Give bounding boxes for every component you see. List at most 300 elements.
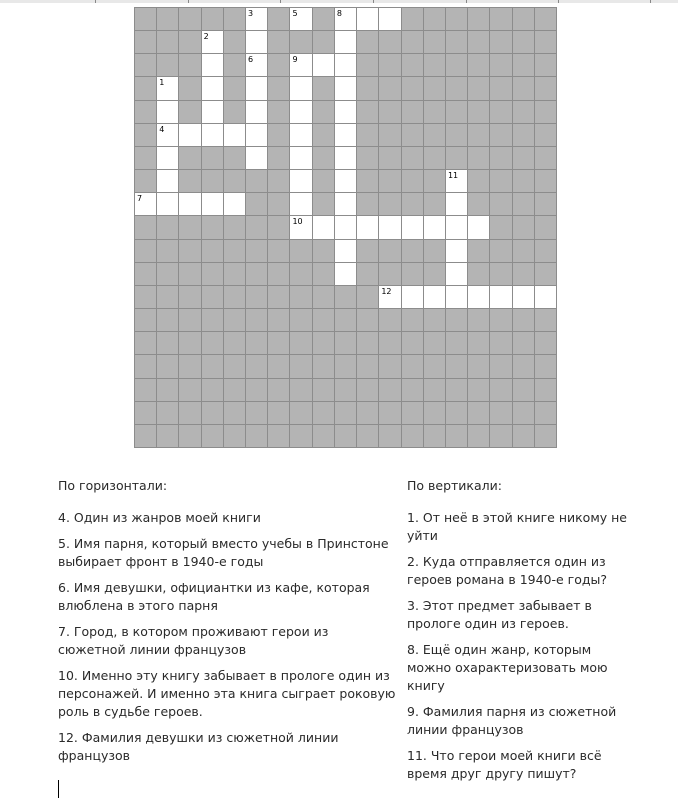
crossword-block (467, 100, 490, 124)
crossword-cell[interactable] (445, 215, 468, 239)
crossword-block (223, 100, 246, 124)
clue-number: 4 (159, 124, 165, 134)
crossword-block (245, 169, 268, 193)
crossword-block (401, 123, 424, 147)
crossword-block (534, 7, 557, 31)
crossword-block (512, 215, 535, 239)
across-clue: 12. Фамилия девушки из сюжетной линии французов (58, 730, 339, 763)
crossword-block (312, 285, 335, 309)
crossword-block (134, 215, 157, 239)
crossword-block (401, 146, 424, 170)
crossword-cell[interactable] (178, 123, 201, 147)
crossword-block (356, 53, 379, 77)
crossword-cell[interactable] (401, 215, 424, 239)
crossword-block (156, 7, 179, 31)
crossword-block (534, 192, 557, 216)
crossword-cell[interactable] (156, 146, 179, 170)
crossword-cell[interactable] (312, 215, 335, 239)
crossword-block (489, 401, 512, 425)
crossword-cell[interactable] (423, 285, 446, 309)
crossword-block (534, 215, 557, 239)
crossword-block (289, 30, 312, 54)
crossword-cell[interactable] (467, 285, 490, 309)
crossword-cell[interactable] (245, 100, 268, 124)
crossword-block (267, 285, 290, 309)
crossword-block (378, 192, 401, 216)
crossword-block (356, 331, 379, 355)
crossword-block (134, 146, 157, 170)
crossword-block (289, 378, 312, 402)
crossword-block (378, 308, 401, 332)
crossword-block (378, 123, 401, 147)
crossword-cell[interactable] (156, 100, 179, 124)
crossword-block (445, 308, 468, 332)
crossword-cell[interactable] (512, 285, 535, 309)
crossword-block (489, 53, 512, 77)
crossword-block (156, 30, 179, 54)
crossword-block (489, 169, 512, 193)
crossword-block (156, 285, 179, 309)
crossword-block (512, 123, 535, 147)
across-clue: 5. Имя парня, который вместо учебы в Принстоне выбирает фронт в 1940-е годы (58, 536, 389, 569)
crossword-block (378, 424, 401, 448)
clue-number: 11 (447, 171, 459, 181)
crossword-block (289, 239, 312, 263)
crossword-block (378, 331, 401, 355)
crossword-block (356, 169, 379, 193)
crossword-block (201, 215, 224, 239)
crossword-block (223, 215, 246, 239)
crossword-cell[interactable] (312, 53, 335, 77)
crossword-block (267, 239, 290, 263)
crossword-block (134, 378, 157, 402)
crossword-block (356, 76, 379, 100)
crossword-block (489, 123, 512, 147)
crossword-block (489, 100, 512, 124)
crossword-block (201, 285, 224, 309)
crossword-cell[interactable] (289, 7, 312, 31)
crossword-block (267, 308, 290, 332)
crossword-block (423, 239, 446, 263)
crossword-block (467, 76, 490, 100)
crossword-cell[interactable] (289, 146, 312, 170)
crossword-block (467, 262, 490, 286)
crossword-cell[interactable] (334, 169, 357, 193)
crossword-block (512, 262, 535, 286)
crossword-block (289, 401, 312, 425)
crossword-block (178, 76, 201, 100)
crossword-block (489, 331, 512, 355)
crossword-block (489, 7, 512, 31)
crossword-block (245, 401, 268, 425)
crossword-block (401, 331, 424, 355)
crossword-block (423, 308, 446, 332)
crossword-block (178, 354, 201, 378)
crossword-cell[interactable] (445, 192, 468, 216)
crossword-block (445, 146, 468, 170)
crossword-block (356, 100, 379, 124)
crossword-block (489, 215, 512, 239)
clue-number: 7 (137, 194, 143, 204)
crossword-block (178, 215, 201, 239)
crossword-block (134, 401, 157, 425)
crossword-block (378, 401, 401, 425)
crossword-block (178, 239, 201, 263)
crossword-cell[interactable] (201, 76, 224, 100)
crossword-block (201, 401, 224, 425)
crossword-block (134, 285, 157, 309)
crossword-block (356, 308, 379, 332)
crossword-cell[interactable] (156, 169, 179, 193)
crossword-block (134, 331, 157, 355)
ruler-tick (280, 0, 281, 3)
crossword-block (512, 331, 535, 355)
crossword-block (201, 354, 224, 378)
crossword-cell[interactable] (201, 100, 224, 124)
crossword-block (201, 146, 224, 170)
crossword-block (134, 100, 157, 124)
crossword-block (201, 7, 224, 31)
crossword-block (423, 30, 446, 54)
crossword-cell[interactable] (245, 146, 268, 170)
crossword-block (223, 262, 246, 286)
crossword-block (267, 100, 290, 124)
crossword-cell[interactable] (334, 76, 357, 100)
crossword-cell[interactable] (178, 192, 201, 216)
crossword-block (512, 53, 535, 77)
crossword-block (445, 354, 468, 378)
crossword-cell[interactable] (423, 215, 446, 239)
crossword-block (245, 192, 268, 216)
crossword-block (445, 123, 468, 147)
crossword-cell[interactable] (378, 285, 401, 309)
crossword-block (334, 424, 357, 448)
crossword-block (401, 239, 424, 263)
crossword-block (156, 239, 179, 263)
crossword-block (223, 354, 246, 378)
crossword-block (223, 30, 246, 54)
crossword-cell[interactable] (334, 53, 357, 77)
crossword-cell[interactable] (445, 285, 468, 309)
crossword-cell[interactable] (245, 30, 268, 54)
crossword-block (423, 76, 446, 100)
crossword-block (512, 100, 535, 124)
crossword-block (401, 308, 424, 332)
crossword-block (401, 262, 424, 286)
crossword-block (401, 169, 424, 193)
crossword-block (534, 169, 557, 193)
crossword-block (378, 76, 401, 100)
crossword-block (156, 424, 179, 448)
crossword-block (178, 285, 201, 309)
ruler-tick (188, 0, 189, 3)
clue-number: 8 (336, 9, 342, 18)
crossword-block (267, 7, 290, 31)
crossword-block (445, 53, 468, 77)
crossword-block (201, 308, 224, 332)
crossword-block (489, 424, 512, 448)
crossword-cell[interactable] (245, 53, 268, 77)
crossword-block (312, 100, 335, 124)
crossword-block (134, 7, 157, 31)
crossword-block (289, 308, 312, 332)
crossword-block (312, 76, 335, 100)
crossword-cell[interactable] (445, 239, 468, 263)
crossword-block (267, 378, 290, 402)
crossword-cell[interactable] (289, 169, 312, 193)
crossword-grid (134, 7, 556, 447)
ruler-strip (0, 0, 678, 3)
crossword-block (312, 239, 335, 263)
crossword-block (245, 215, 268, 239)
crossword-block (245, 378, 268, 402)
crossword-block (201, 239, 224, 263)
crossword-block (467, 192, 490, 216)
crossword-block (467, 146, 490, 170)
crossword-block (401, 424, 424, 448)
crossword-block (512, 424, 535, 448)
crossword-block (156, 331, 179, 355)
crossword-block (467, 424, 490, 448)
crossword-block (201, 378, 224, 402)
crossword-block (178, 30, 201, 54)
crossword-block (267, 262, 290, 286)
crossword-block (534, 76, 557, 100)
crossword-block (534, 146, 557, 170)
crossword-block (134, 308, 157, 332)
crossword-block (401, 354, 424, 378)
crossword-cell[interactable] (334, 215, 357, 239)
crossword-cell[interactable] (334, 262, 357, 286)
crossword-block (289, 262, 312, 286)
crossword-block (289, 331, 312, 355)
crossword-block (267, 401, 290, 425)
crossword-block (201, 424, 224, 448)
crossword-block (312, 192, 335, 216)
crossword-block (401, 76, 424, 100)
crossword-cell[interactable] (356, 215, 379, 239)
crossword-cell[interactable] (289, 192, 312, 216)
crossword-cell[interactable] (201, 30, 224, 54)
crossword-block (156, 401, 179, 425)
crossword-cell[interactable] (378, 215, 401, 239)
crossword-block (223, 401, 246, 425)
crossword-block (512, 30, 535, 54)
crossword-block (356, 192, 379, 216)
down-clue: 8. Ещё один жанр, которым можно охарактеризовать мою книгу (407, 642, 608, 693)
crossword-block (223, 378, 246, 402)
crossword-block (178, 100, 201, 124)
crossword-block (512, 146, 535, 170)
crossword-cell[interactable] (378, 7, 401, 31)
crossword-block (289, 285, 312, 309)
crossword-block (156, 354, 179, 378)
crossword-block (223, 424, 246, 448)
crossword-cell[interactable] (401, 285, 424, 309)
crossword-block (534, 308, 557, 332)
crossword-block (312, 331, 335, 355)
crossword-cell[interactable] (445, 169, 468, 193)
crossword-block (178, 378, 201, 402)
crossword-block (467, 239, 490, 263)
crossword-block (467, 169, 490, 193)
crossword-cell[interactable] (289, 100, 312, 124)
crossword-cell[interactable] (334, 7, 357, 31)
crossword-block (201, 169, 224, 193)
down-clue: 2. Куда отправляется один из героев романа в 1940-е годы? (407, 554, 608, 587)
crossword-block (423, 424, 446, 448)
crossword-block (312, 378, 335, 402)
crossword-cell[interactable] (356, 7, 379, 31)
crossword-block (356, 146, 379, 170)
crossword-block (512, 7, 535, 31)
crossword-block (267, 331, 290, 355)
crossword-cell[interactable] (245, 76, 268, 100)
crossword-block (534, 401, 557, 425)
ruler-tick (373, 0, 374, 3)
clue-number: 1 (159, 78, 165, 88)
across-clue: 6. Имя девушки, официантки из кафе, которая влюблена в этого парня (58, 580, 370, 613)
crossword-block (156, 215, 179, 239)
crossword-block (512, 169, 535, 193)
crossword-block (489, 76, 512, 100)
crossword-cell[interactable] (334, 239, 357, 263)
crossword-block (512, 239, 535, 263)
crossword-block (134, 76, 157, 100)
crossword-block (467, 7, 490, 31)
crossword-block (423, 378, 446, 402)
crossword-block (356, 239, 379, 263)
crossword-block (134, 53, 157, 77)
crossword-block (223, 76, 246, 100)
across-clue: 10. Именно эту книгу забывает в прологе один из персонажей. И именно эта книга сыграет роковую роль в судьбе героев. (58, 668, 396, 719)
crossword-block (356, 262, 379, 286)
crossword-cell[interactable] (489, 285, 512, 309)
crossword-cell[interactable] (334, 146, 357, 170)
crossword-block (334, 308, 357, 332)
ruler-tick (95, 0, 96, 3)
crossword-block (534, 123, 557, 147)
ruler-tick (558, 0, 559, 3)
crossword-block (512, 378, 535, 402)
crossword-block (289, 354, 312, 378)
crossword-block (445, 30, 468, 54)
crossword-cell[interactable] (156, 76, 179, 100)
clue-number: 2 (203, 32, 209, 42)
crossword-block (312, 354, 335, 378)
crossword-block (134, 169, 157, 193)
crossword-block (467, 354, 490, 378)
crossword-block (512, 76, 535, 100)
crossword-block (312, 262, 335, 286)
crossword-block (401, 378, 424, 402)
crossword-block (312, 308, 335, 332)
crossword-block (489, 239, 512, 263)
crossword-block (356, 354, 379, 378)
clue-number: 6 (248, 55, 254, 65)
crossword-block (223, 308, 246, 332)
crossword-block (378, 146, 401, 170)
crossword-cell[interactable] (289, 123, 312, 147)
crossword-cell[interactable] (334, 123, 357, 147)
crossword-cell[interactable] (156, 192, 179, 216)
crossword-cell[interactable] (445, 262, 468, 286)
crossword-block (401, 30, 424, 54)
crossword-block (467, 53, 490, 77)
crossword-cell[interactable] (534, 285, 557, 309)
crossword-cell[interactable] (334, 30, 357, 54)
crossword-block (356, 285, 379, 309)
down-clue: 9. Фамилия парня из сюжетной линии французов (407, 704, 617, 737)
down-clue: 11. Что герои моей книги всё время друг другу пишут? (407, 748, 602, 781)
crossword-cell[interactable] (134, 192, 157, 216)
crossword-block (134, 262, 157, 286)
crossword-cell[interactable] (245, 7, 268, 31)
crossword-block (512, 192, 535, 216)
crossword-block (534, 424, 557, 448)
crossword-block (178, 424, 201, 448)
crossword-block (356, 123, 379, 147)
crossword-cell[interactable] (245, 123, 268, 147)
crossword-block (178, 331, 201, 355)
crossword-block (312, 424, 335, 448)
crossword-block (356, 378, 379, 402)
crossword-block (445, 378, 468, 402)
crossword-block (178, 146, 201, 170)
crossword-block (178, 7, 201, 31)
crossword-cell[interactable] (334, 192, 357, 216)
crossword-block (534, 239, 557, 263)
crossword-block (534, 30, 557, 54)
crossword-block (423, 146, 446, 170)
crossword-block (312, 146, 335, 170)
down-clue: 1. От неё в этой книге никому не уйти (407, 510, 627, 543)
crossword-cell[interactable] (334, 100, 357, 124)
crossword-block (223, 239, 246, 263)
crossword-cell[interactable] (156, 123, 179, 147)
crossword-cell[interactable] (289, 215, 312, 239)
crossword-block (423, 169, 446, 193)
crossword-block (467, 123, 490, 147)
crossword-block (201, 331, 224, 355)
crossword-cell[interactable] (201, 123, 224, 147)
crossword-cell[interactable] (467, 215, 490, 239)
crossword-block (467, 331, 490, 355)
crossword-block (334, 354, 357, 378)
crossword-block (178, 169, 201, 193)
crossword-block (156, 378, 179, 402)
crossword-cell[interactable] (289, 76, 312, 100)
crossword-block (489, 192, 512, 216)
down-clues (407, 477, 639, 791)
crossword-cell[interactable] (289, 53, 312, 77)
crossword-block (201, 262, 224, 286)
crossword-block (423, 192, 446, 216)
text-cursor (58, 780, 59, 798)
crossword-block (178, 308, 201, 332)
crossword-block (312, 169, 335, 193)
crossword-block (245, 262, 268, 286)
crossword-block (356, 424, 379, 448)
crossword-cell[interactable] (201, 192, 224, 216)
crossword-block (489, 146, 512, 170)
crossword-block (178, 53, 201, 77)
crossword-cell[interactable] (201, 53, 224, 77)
crossword-cell[interactable] (223, 192, 246, 216)
crossword-block (134, 354, 157, 378)
crossword-block (467, 378, 490, 402)
crossword-cell[interactable] (223, 123, 246, 147)
